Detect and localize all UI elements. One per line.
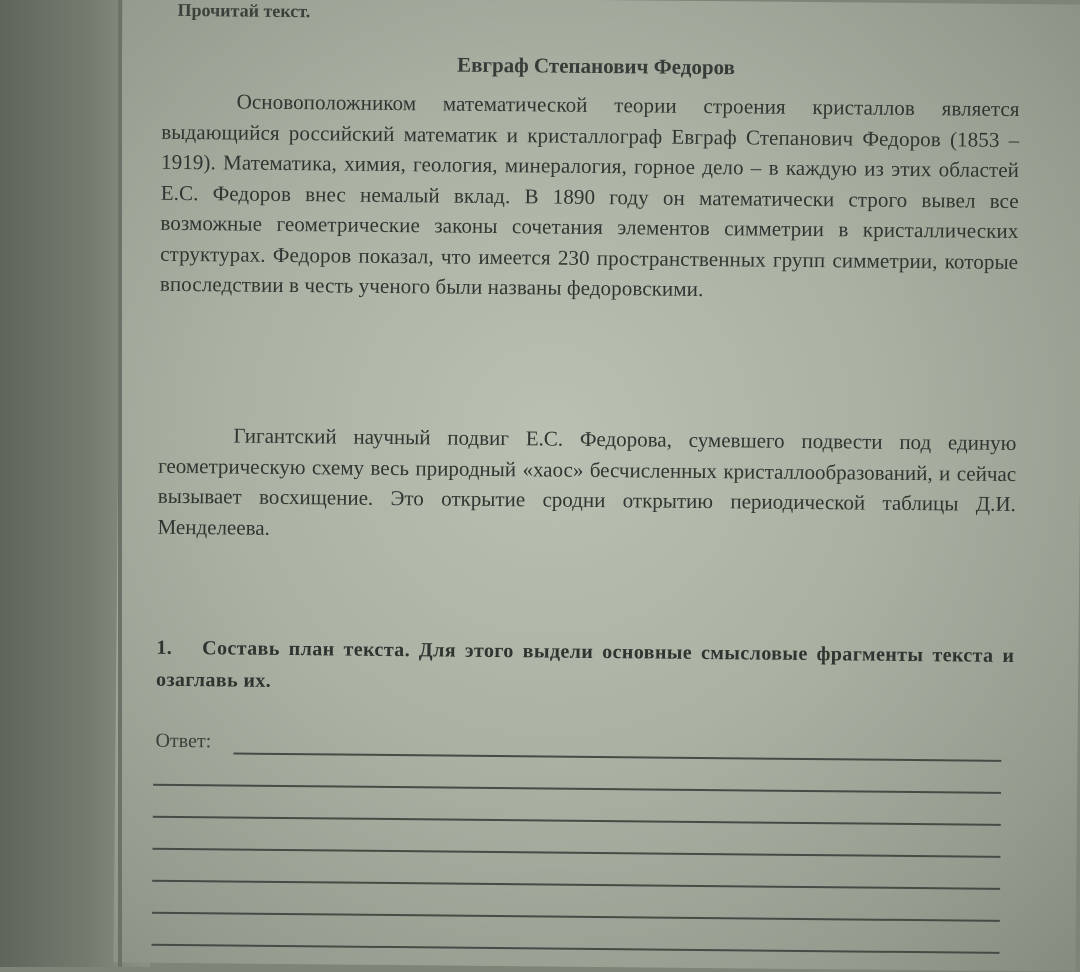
text-title: Евграф Степанович Федоров xyxy=(457,52,736,80)
instruction-text: Прочитай текст. xyxy=(177,0,311,22)
task-number: 1. xyxy=(156,636,173,659)
answer-line[interactable] xyxy=(153,816,1001,826)
answer-line[interactable] xyxy=(233,753,1001,762)
page-edge xyxy=(118,0,122,967)
answer-line[interactable] xyxy=(152,912,1000,922)
answer-line[interactable] xyxy=(152,944,1000,954)
task-text: Составь план текста. Для этого выдели основные смысловые фрагменты текста и озаглавь их. xyxy=(155,637,1015,692)
answer-line[interactable] xyxy=(153,784,1001,794)
task-1 xyxy=(156,632,1015,704)
paragraph-1: Основоположником математической теории строения кристаллов является выдающийся российский математик и кристаллограф Евграф Степанович Федоров (1853 – 1919). Математика, химия, геология, минералогия, горное дело – в каждую из этих областей Е.С. Федоров внес немалый вклад. В 1890 году он математически строго вывел все возможные геометрические законы сочетания элементов симметрии в кристаллических структурах. Федоров показал, что имеется 230 пространственных групп симметрии, которые впоследствии в честь ученого были названы федоровскими. xyxy=(159,89,1020,301)
answer-line[interactable] xyxy=(152,848,1000,858)
answer-label: Ответ: xyxy=(155,729,212,753)
worksheet-page xyxy=(113,0,1080,972)
paragraph-2: Гигантский научный подвиг Е.С. Федорова, сумевшего подвести под единую геометрическую схему весь природный «хаос» бесчисленных кристаллообразований, и сейчас вызывает восхищение. Это открытие сродни открытию периодической таблицы Д.И. Менделеева. xyxy=(157,423,1017,540)
answer-line[interactable] xyxy=(152,880,1000,890)
